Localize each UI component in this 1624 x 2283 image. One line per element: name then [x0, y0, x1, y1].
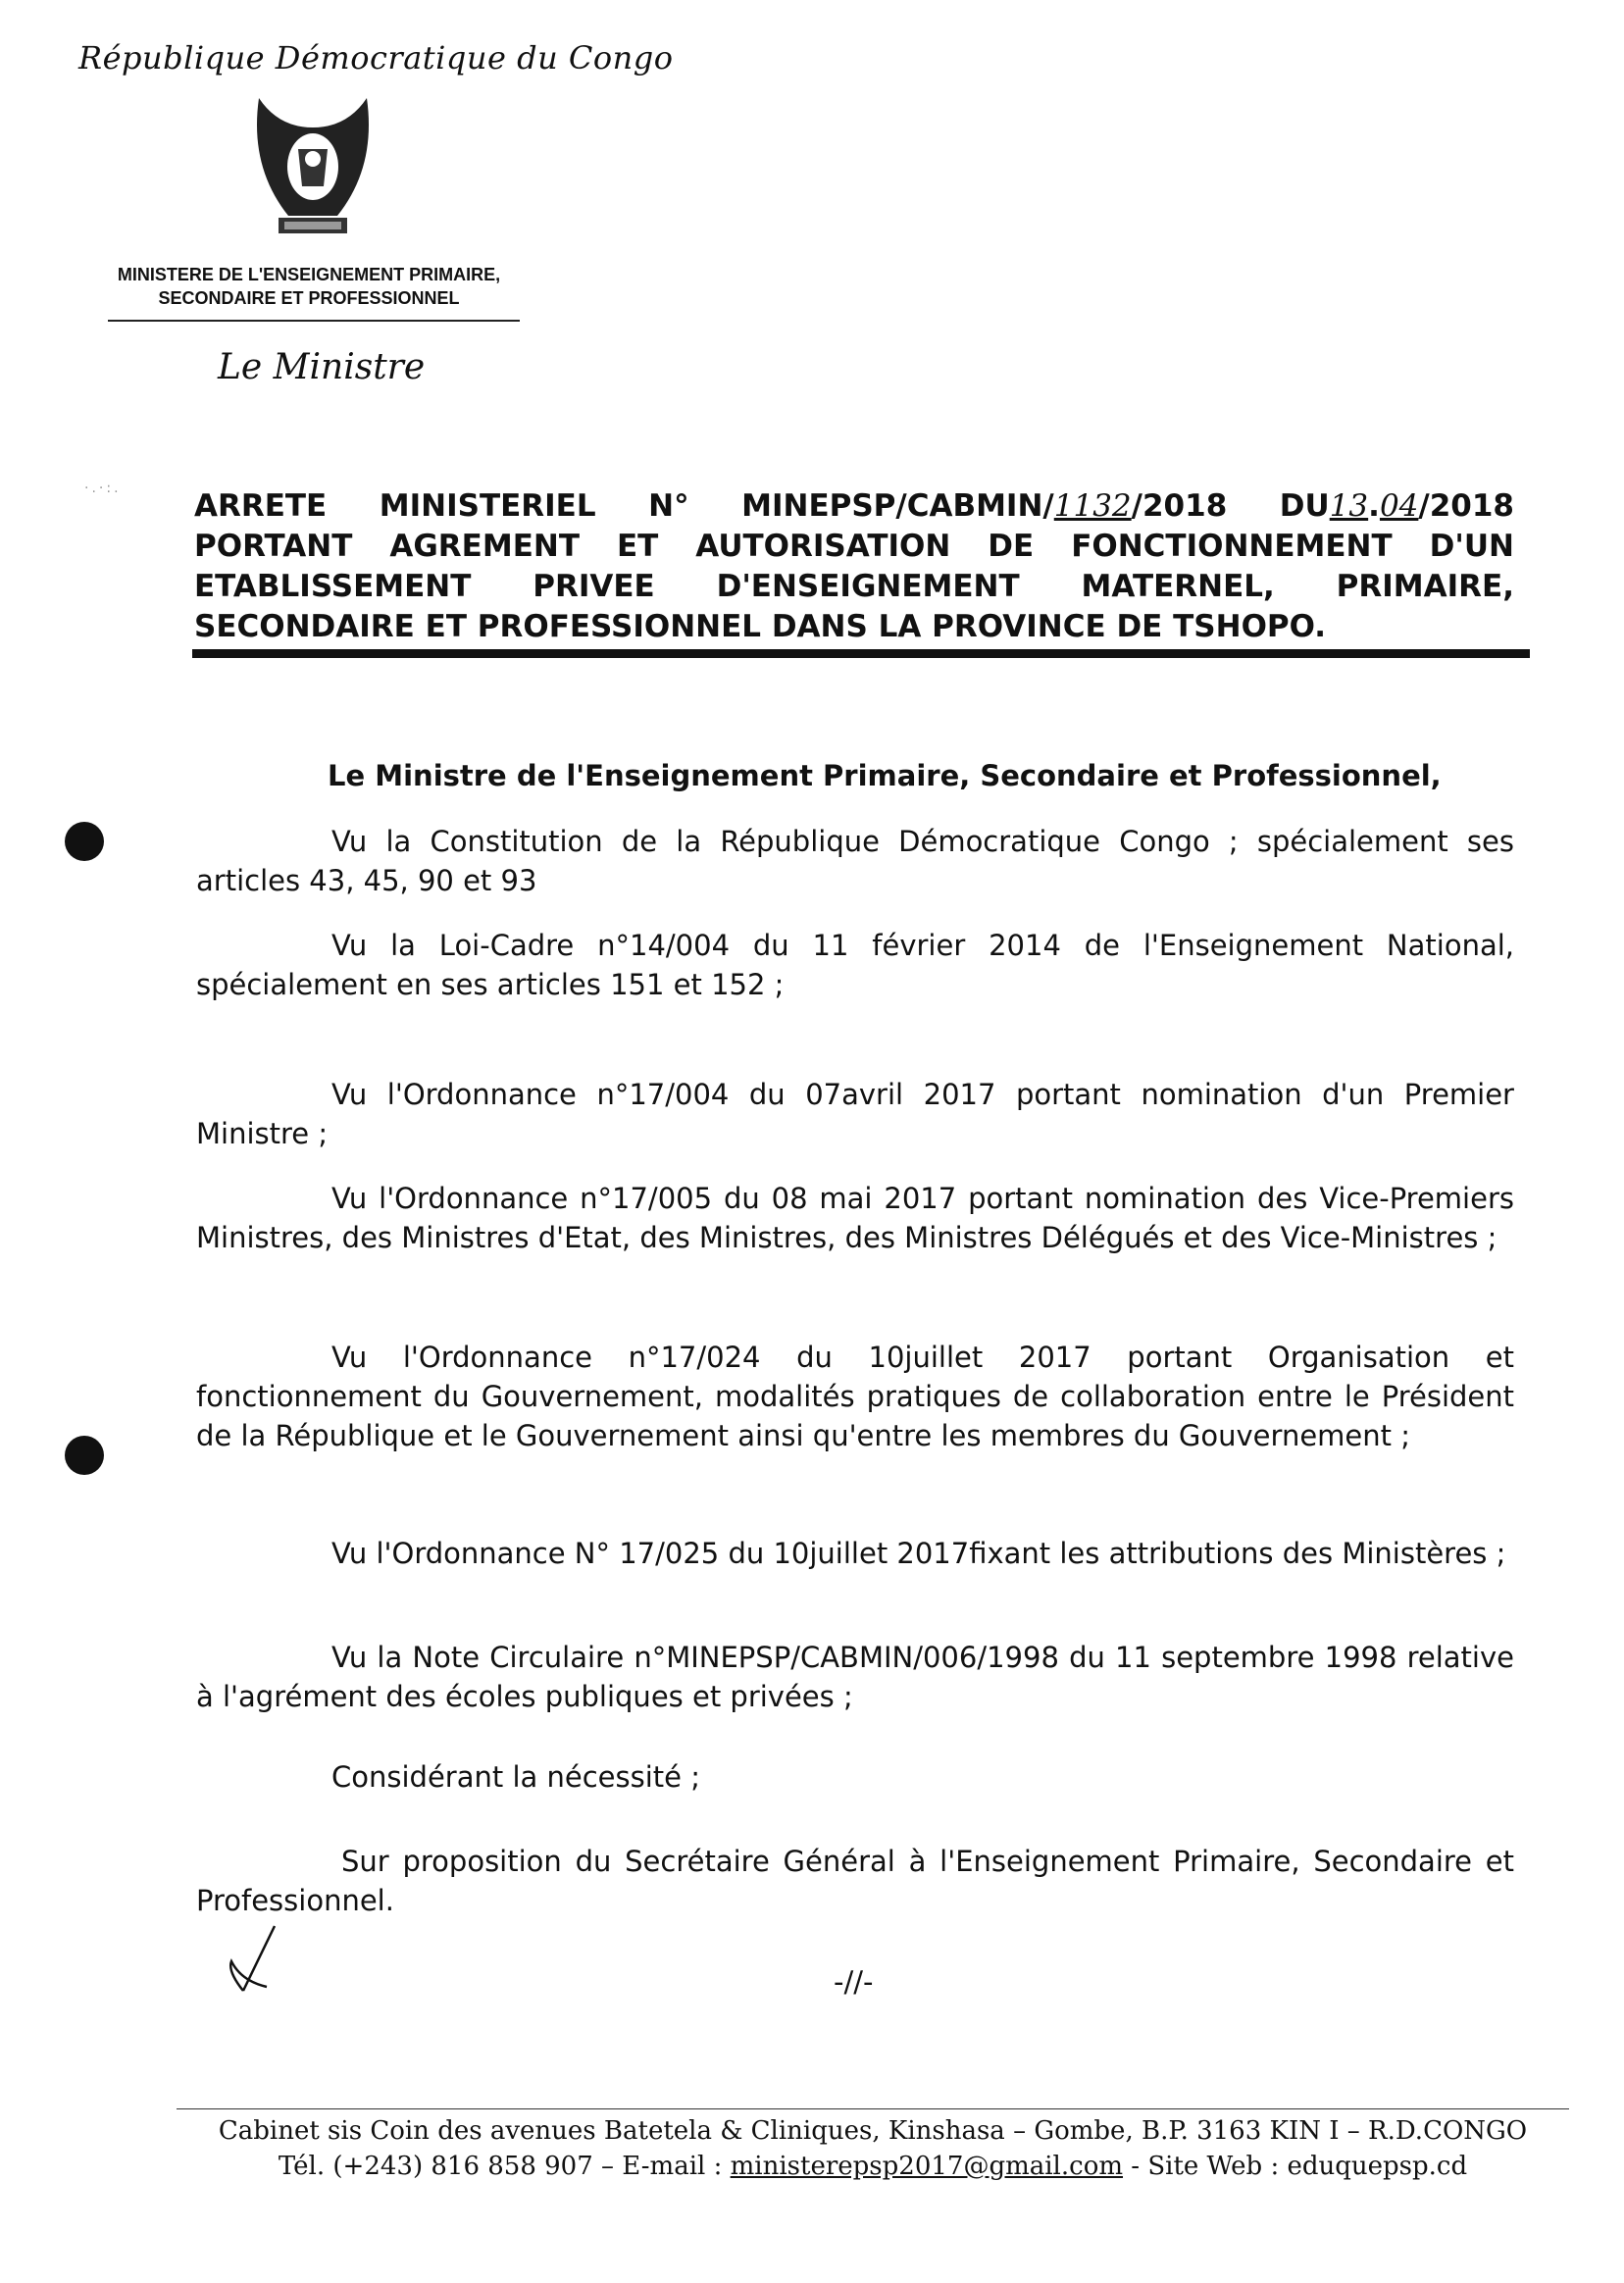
ministry-name [88, 263, 530, 310]
paragraph-loi-cadre: Vu la Loi-Cadre n°14/004 du 11 février 2014 de l'Enseignement National, spécialement en ses articles 151 et 152 ; [196, 929, 1514, 1001]
paragraph-ordonnance-17-024: Vu l'Ordonnance n°17/024 du 10juillet 2017 portant Organisation et fonctionnement du Gouvernement, modalités pratiques de collaboration entre le Président de la République et le Gouvernement ainsi qu'entre les membres du Gouvernement ; [196, 1341, 1514, 1452]
ministry-line-2: SECONDAIRE ET PROFESSIONNEL [158, 288, 460, 308]
national-emblem-icon [249, 88, 377, 245]
paragraph-constitution: Vu la Constitution de la République Démocratique Congo ; spécialement ses articles 43, 45, 90 et 93 [196, 825, 1514, 897]
paragraph-note-circulaire: Vu la Note Circulaire n°MINEPSP/CABMIN/006/1998 du 11 septembre 1998 relative à l'agrément des écoles publiques et privées ; [196, 1641, 1514, 1713]
handwritten-month: 04 [1379, 488, 1419, 524]
punch-hole-top [65, 822, 104, 861]
scan-speckle: ·.·:. [84, 481, 122, 496]
minister-heading: Le Ministre [218, 347, 426, 387]
ministry-line-1: MINISTERE DE L'ENSEIGNEMENT PRIMAIRE, [117, 265, 501, 284]
title-line-4: SECONDAIRE ET PROFESSIONNEL DANS LA PROVINCE DE TSHOPO. [194, 609, 1327, 644]
initials-signature-icon [222, 1922, 290, 2001]
republic-heading: République Démocratique du Congo [78, 39, 674, 76]
minister-intro: Le Ministre de l'Enseignement Primaire, Secondaire et Professionnel, [328, 759, 1442, 792]
ministry-divider [108, 320, 520, 322]
page-continuation-mark: -//- [834, 1965, 874, 1999]
decree-title [194, 486, 1514, 647]
footer-contact: Tél. (+243) 816 858 907 – E-mail : ministerepsp2017@gmail.com - Site Web : eduquepsp.cd [278, 2152, 1468, 2181]
title-underline [192, 649, 1530, 658]
title-line-3: ETABLISSEMENT PRIVEE D'ENSEIGNEMENT MATERNEL, PRIMAIRE, [194, 569, 1514, 604]
footer-divider [177, 2108, 1569, 2109]
email-link[interactable]: ministerepsp2017@gmail.com [730, 2152, 1124, 2181]
paragraph-considerant: Considérant la nécessité ; [331, 1760, 700, 1794]
footer-address: Cabinet sis Coin des avenues Batetela & Cliniques, Kinshasa – Gombe, B.P. 3163 KIN I – R.D.CONGO [218, 2116, 1528, 2146]
handwritten-number: 1132 [1053, 488, 1132, 524]
paragraph-ordonnance-17-004: Vu l'Ordonnance n°17/004 du 07avril 2017 portant nomination d'un Premier Ministre ; [196, 1078, 1514, 1150]
paragraph-proposition: Sur proposition du Secrétaire Général à l'Enseignement Primaire, Secondaire et Professionnel. [196, 1845, 1514, 1917]
paragraph-ordonnance-17-025: Vu l'Ordonnance N° 17/025 du 10juillet 2017fixant les attributions des Ministères ; [331, 1537, 1506, 1570]
title-line-2: PORTANT AGREMENT ET AUTORISATION DE FONCTIONNEMENT D'UN [194, 529, 1514, 564]
punch-hole-bottom [65, 1436, 104, 1475]
paragraph-ordonnance-17-005: Vu l'Ordonnance n°17/005 du 08 mai 2017 portant nomination des Vice-Premiers Ministres, des Ministres d'Etat, des Ministres, des Ministres Délégués et des Vice-Ministres ; [196, 1182, 1514, 1254]
title-line-1: ARRETE MINISTERIEL N° MINEPSP/CABMIN/1132/2018 DU13.04/2018 [194, 488, 1514, 524]
handwritten-day: 13 [1329, 488, 1369, 524]
